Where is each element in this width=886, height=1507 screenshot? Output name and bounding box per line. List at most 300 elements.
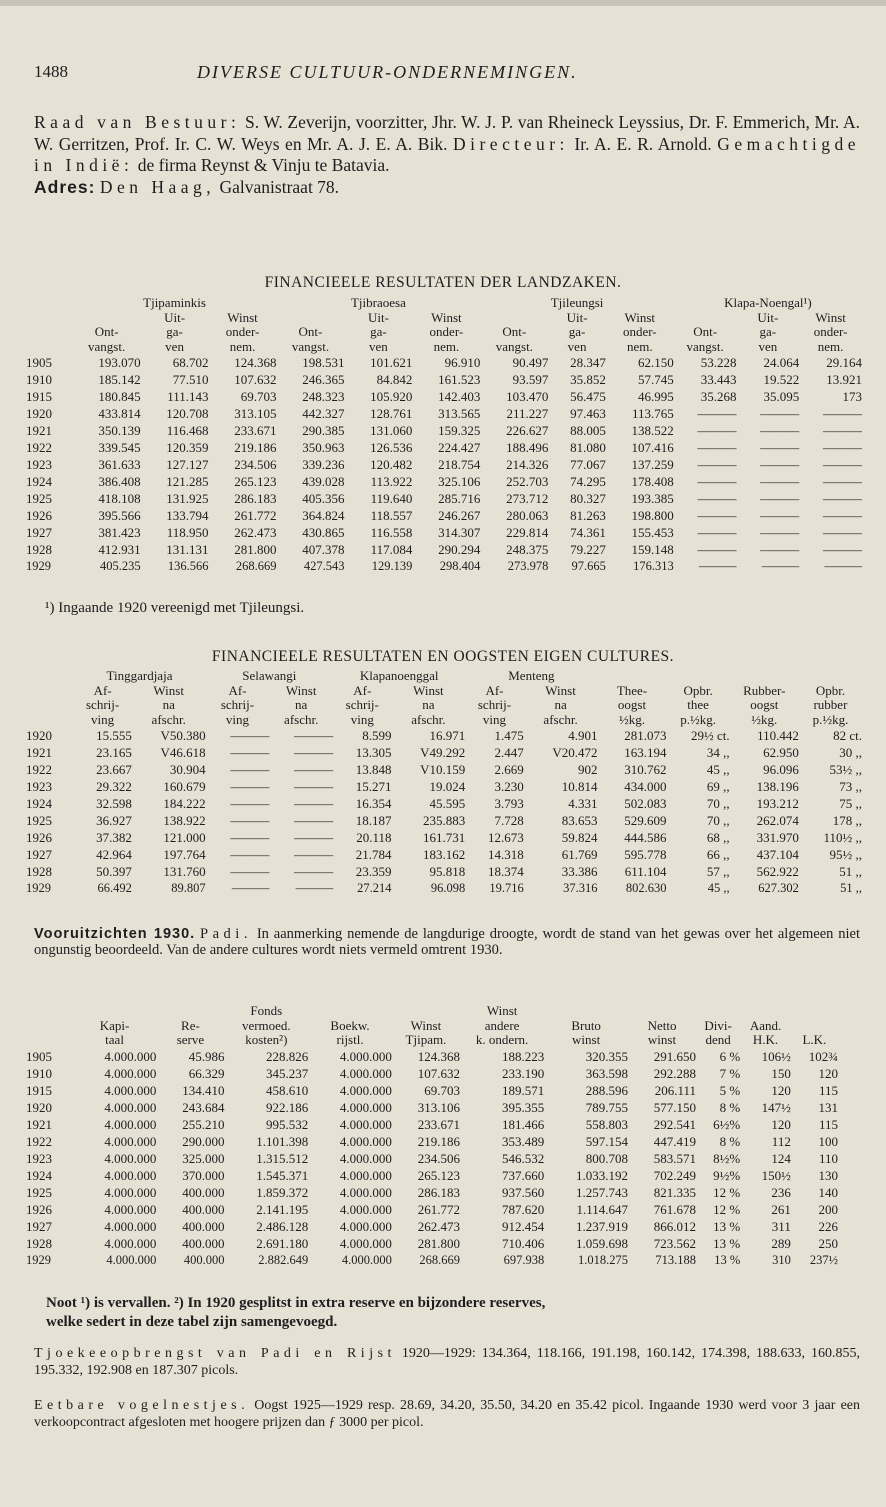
table-row	[26, 1218, 838, 1235]
table-cell: 546.532	[502, 1150, 545, 1166]
column-header: na	[554, 697, 567, 712]
directeur-name: Ir. A. E. R. Arnold.	[574, 133, 712, 154]
table-cell: 364.824	[302, 508, 345, 523]
table-cell: 702.249	[653, 1167, 697, 1183]
table-cell: 178.408	[631, 474, 674, 489]
column-header: afschr.	[284, 711, 319, 727]
table-cell: 13 %	[713, 1218, 741, 1234]
column-header: Opbr.	[815, 682, 846, 698]
column-header: onder-	[225, 324, 260, 339]
table-cell: 226	[818, 1218, 838, 1234]
column-header: dend	[705, 1032, 731, 1047]
table-cell: 12 %	[713, 1201, 741, 1217]
table-cell: 120.482	[370, 457, 413, 472]
table-cell: V10.159	[420, 762, 466, 777]
table-cell: 529.609	[624, 813, 667, 828]
table-cell: 137.259	[631, 457, 674, 472]
table-cell: 8½%	[713, 1150, 741, 1166]
table-cell: 115	[818, 1116, 838, 1132]
table-cell: 339.236	[302, 457, 345, 472]
table-cell: 68 ,,	[706, 830, 730, 845]
table-cell: 81.263	[570, 508, 606, 523]
table-cell: 62.950	[763, 745, 799, 760]
table-cell: 134.410	[182, 1082, 225, 1098]
table-cell: ———	[294, 864, 334, 879]
table-cell: 821.335	[653, 1184, 697, 1200]
table-cell: 2.882.649	[258, 1252, 309, 1267]
table-cell: 246.365	[302, 372, 345, 387]
table-cell: ———	[230, 728, 270, 743]
vogelnestjes-text: Oogst 1925—1929 resp. 28.69, 34.20, 35.50, 34.20 en 35.42 picol. Ingaande 1930 werd voor 3 jaar een verkoopcontract afgesloten met hoogere prijzen dan ƒ 3000 per picol.	[34, 1398, 861, 1430]
table-cell: 66 ,,	[706, 847, 730, 862]
table-row	[26, 1235, 838, 1252]
table-cell: 14.318	[487, 847, 524, 862]
column-header: ½kg.	[618, 711, 645, 727]
column-header: rubber	[813, 697, 848, 712]
table-cell: 310	[772, 1252, 791, 1267]
table-cell: ———	[761, 559, 800, 573]
table1-group-row	[26, 296, 862, 311]
year-cell: 1929	[26, 881, 51, 895]
table-cell: 178 ,,	[832, 813, 862, 828]
table-cell: ———	[823, 406, 862, 421]
column-header: Re-	[181, 1017, 200, 1033]
table3-header-row	[26, 1019, 838, 1034]
table-cell: 325.000	[182, 1150, 225, 1166]
table-cell: 444.586	[624, 830, 667, 845]
column-header: Winst	[431, 309, 462, 325]
column-header: ga-	[166, 324, 183, 339]
table-cell: 261	[771, 1201, 791, 1217]
table-cell: 4.000.000	[339, 1150, 392, 1166]
table-cell: ———	[230, 864, 270, 879]
table-cell: 120	[771, 1082, 791, 1098]
table-cell: 20.118	[356, 830, 392, 845]
table-cell: 30.904	[169, 762, 206, 777]
table-cell: 97.665	[571, 559, 606, 573]
table-cell: 19.522	[763, 372, 800, 387]
column-header: schrij-	[85, 697, 120, 712]
table-cell: 4.000.000	[104, 1099, 157, 1115]
table-cell: 233.190	[502, 1065, 545, 1081]
table-cell: 131.760	[163, 864, 206, 879]
table-cell: 89.807	[171, 881, 206, 895]
table-cell: 74.361	[570, 525, 606, 540]
table-cell: 4.000.000	[104, 1235, 157, 1251]
table-cell: 922.186	[265, 1099, 309, 1115]
column-header: na	[422, 697, 435, 712]
table-cell: 268.669	[419, 1252, 460, 1267]
table-cell: 131.131	[166, 542, 209, 557]
table-cell: 193.212	[756, 796, 799, 811]
column-header: vermoed.	[241, 1017, 291, 1033]
year-cell: 1927	[26, 1218, 52, 1234]
tjoekee-label: Tjoekeeopbrengst van Padi en Rijst	[34, 1346, 396, 1361]
table2-header-row	[26, 713, 862, 728]
column-header: ving	[225, 711, 250, 727]
table-cell: 502.083	[624, 796, 667, 811]
table-cell: 353.489	[502, 1133, 545, 1149]
year-cell: 1921	[26, 1116, 52, 1132]
table-cell: 13.848	[355, 762, 392, 777]
table-cell: 45.595	[429, 796, 466, 811]
table-cell: 102¾	[808, 1048, 838, 1064]
table-cell: 124	[771, 1150, 791, 1166]
column-header: thee	[687, 697, 709, 712]
year-cell: 1921	[26, 423, 52, 438]
table-cell: ———	[230, 745, 270, 760]
table-cell: 126.536	[370, 440, 413, 455]
eigen-cultures-table	[26, 669, 862, 897]
table-cell: ———	[823, 508, 862, 523]
table-cell: 4.000.000	[341, 1252, 392, 1267]
table-cell: 107.632	[234, 372, 277, 387]
column-header: Netto	[647, 1017, 677, 1033]
table-cell: 74.295	[570, 474, 606, 489]
landzaken-table	[26, 296, 862, 575]
table-cell: 233.671	[417, 1116, 460, 1132]
table-cell: 45 ,,	[706, 762, 730, 777]
table-cell: 13 %	[713, 1235, 741, 1251]
table-cell: 802.630	[625, 881, 667, 895]
table-cell: 800.708	[585, 1150, 628, 1166]
table-cell: 331.970	[756, 830, 799, 845]
year-cell: 1925	[26, 813, 52, 828]
table-cell: 45.986	[188, 1048, 225, 1064]
table-row	[26, 1133, 838, 1150]
table-cell: ———	[231, 881, 270, 895]
table-cell: 35.095	[763, 389, 800, 404]
table-cell: 79.227	[570, 542, 606, 557]
vooruitzichten-text: In aanmerking nemende de langdurige droogte, wordt de stand van het gewas over het algemeen niet ongunstig beoordeeld. Van de andere cultures wordt niets vermeld omtrent 1930.	[34, 926, 861, 958]
year-cell: 1924	[26, 474, 52, 489]
vooruitzichten-paragraph	[34, 926, 860, 958]
table3-header-row	[26, 1004, 838, 1019]
tjoekee-text: 1920—1929: 134.364, 118.166, 191.198, 160.142, 174.398, 188.633, 160.855, 195.332, 192.908 en 187.307 picols.	[34, 1346, 860, 1378]
table-cell: 62.150	[638, 355, 674, 370]
table-cell: 262.074	[756, 813, 799, 828]
table-cell: V49.292	[420, 745, 466, 760]
table-cell: 37.382	[96, 830, 132, 845]
table1-header-row	[26, 325, 862, 340]
table-cell: V50.380	[160, 728, 206, 743]
column-header: Winst	[624, 309, 656, 325]
table-cell: 243.684	[182, 1099, 225, 1115]
table-cell: 69.703	[424, 1082, 460, 1098]
table1-footnote: ¹) Ingaande 1920 vereenigd met Tjileungsi.	[45, 600, 305, 616]
table-cell: 290.000	[182, 1133, 225, 1149]
table-cell: 77.067	[570, 457, 606, 472]
year-cell: 1926	[26, 508, 52, 523]
table-cell: 1.101.398	[256, 1133, 309, 1149]
table-cell: 248.375	[506, 542, 549, 557]
table-cell: 53.228	[700, 355, 737, 370]
table-cell: 290.385	[302, 423, 345, 438]
adres-street: Galvanistraat 78.	[219, 176, 340, 197]
column-header: afschr.	[543, 711, 578, 727]
table-cell: 107.632	[417, 1065, 460, 1081]
year-cell: 1921	[26, 745, 52, 760]
column-header: p.½kg.	[680, 711, 716, 727]
column-header: na	[295, 697, 308, 712]
table-cell: 2.141.195	[256, 1201, 309, 1217]
table-cell: 219.186	[234, 440, 277, 455]
table-cell: 15.555	[96, 728, 132, 743]
table-cell: 115	[818, 1082, 838, 1098]
table-cell: 268.669	[235, 559, 277, 573]
table-cell: 400.000	[182, 1201, 225, 1217]
raad-label: Raad van Bestuur:	[34, 112, 241, 132]
table-row	[26, 1201, 838, 1218]
column-header: nem.	[229, 338, 256, 354]
table-cell: 51 ,,	[839, 864, 862, 879]
table-cell: 400.000	[182, 1235, 225, 1251]
table-cell: 261.772	[417, 1201, 460, 1217]
table-cell: ———	[697, 542, 737, 557]
table-cell: 12 %	[713, 1184, 741, 1200]
table-cell: 35.852	[570, 372, 606, 387]
company-info	[34, 112, 860, 198]
column-header: Winst	[285, 682, 317, 698]
table-cell: 723.562	[653, 1235, 697, 1251]
column-header	[277, 311, 345, 326]
table-row	[26, 473, 862, 490]
table-cell: 159.325	[438, 423, 481, 438]
table-cell: 32.598	[96, 796, 132, 811]
column-header: Uit-	[367, 309, 389, 325]
column-header: afschr.	[151, 711, 186, 727]
table-cell: ———	[294, 728, 334, 743]
table-cell: 246.267	[438, 508, 481, 523]
table-cell: 84.842	[376, 372, 413, 387]
table-cell: 155.453	[631, 525, 674, 540]
column-header: vangst.	[686, 338, 724, 354]
table-cell: 214.326	[506, 457, 549, 472]
column-header	[392, 1004, 460, 1019]
page-header	[34, 62, 854, 86]
table-row	[26, 1065, 838, 1082]
table-cell: 124.368	[234, 355, 277, 370]
table-cell: 42.964	[96, 847, 132, 862]
column-header	[308, 1004, 392, 1019]
table-row	[26, 354, 862, 371]
table-cell: ———	[697, 508, 737, 523]
table-cell: 120.359	[166, 440, 209, 455]
column-header: ga-	[759, 324, 777, 339]
table-row	[26, 371, 862, 388]
table-row	[26, 795, 862, 812]
year-cell: 1928	[26, 864, 52, 879]
table-cell: 252.703	[506, 474, 549, 489]
table-cell: ———	[294, 745, 334, 760]
year-cell: 1905	[26, 1048, 52, 1064]
table-cell: 88.005	[570, 423, 606, 438]
table-cell: ———	[760, 542, 800, 557]
table-cell: 311	[771, 1218, 791, 1234]
table-cell: ———	[760, 508, 800, 523]
column-header	[544, 1004, 628, 1019]
table-cell: ———	[698, 559, 737, 573]
table-cell: 70 ,,	[706, 796, 730, 811]
table-cell: 4.000.000	[104, 1184, 157, 1200]
table-row	[26, 524, 862, 541]
table-cell: 116.558	[370, 525, 413, 540]
column-header: ving	[350, 711, 374, 727]
table-cell: 46.995	[638, 389, 674, 404]
table-cell: 286.183	[417, 1184, 460, 1200]
column-header: ving	[91, 711, 115, 727]
table-row	[26, 1099, 838, 1116]
column-header: Ont-	[298, 324, 323, 339]
table-cell: 6½%	[713, 1116, 741, 1132]
table-cell: 51 ,,	[840, 881, 862, 895]
table-cell: 562.922	[756, 864, 799, 879]
column-header: schrij-	[345, 697, 379, 712]
table-cell: 442.327	[302, 406, 345, 421]
table-cell: 2.691.180	[256, 1235, 309, 1251]
table-cell: 265.123	[234, 474, 277, 489]
table-cell: 33.443	[700, 372, 737, 387]
table-cell: 93.597	[512, 372, 549, 387]
table-cell: ———	[295, 881, 334, 895]
table-cell: 36.927	[96, 813, 132, 828]
table-cell: 120.708	[166, 406, 209, 421]
table-cell: 439.028	[302, 474, 345, 489]
table-cell: 56.475	[570, 389, 606, 404]
table-cell: 4.000.000	[339, 1065, 392, 1081]
table-cell: 23.165	[96, 745, 132, 760]
noot-line: Noot ¹) is vervallen. ²) In 1920 gesplitst in extra reserve en bijzondere reserves,	[46, 1295, 546, 1311]
table-cell: ———	[697, 474, 737, 489]
table-cell: 611.104	[624, 864, 667, 879]
table-cell: ———	[230, 779, 270, 794]
table-cell: 184.222	[163, 796, 206, 811]
column-header: Uit-	[164, 309, 186, 325]
table-cell: 995.532	[265, 1116, 309, 1132]
table-cell: 66.492	[97, 881, 132, 895]
column-header: Ont-	[94, 324, 119, 339]
table-cell: 292.288	[653, 1065, 697, 1081]
table-cell: 577.150	[653, 1099, 697, 1115]
table-cell: 1.059.698	[576, 1235, 628, 1251]
table-row	[26, 1048, 838, 1065]
table-cell: 350.139	[98, 423, 141, 438]
column-header	[73, 1004, 157, 1019]
column-header: afschr.	[411, 711, 446, 727]
table-cell: 8.599	[362, 728, 392, 743]
table-cell: ———	[760, 525, 800, 540]
table-cell: 400.000	[183, 1252, 225, 1267]
table-cell: 150½	[761, 1167, 791, 1183]
table-cell: V20.472	[552, 745, 598, 760]
table-cell: 298.404	[439, 559, 481, 573]
table-cell: 219.186	[417, 1133, 460, 1149]
table-cell: 53½ ,,	[829, 762, 862, 777]
table-cell: 558.803	[585, 1116, 628, 1132]
table-cell: 4.000.000	[339, 1082, 392, 1098]
group-header: Tinggardjaja	[106, 668, 173, 683]
group-header: Menteng	[508, 668, 555, 683]
table-cell: 183.162	[423, 847, 466, 862]
table-cell: ———	[697, 440, 737, 455]
table-cell: ———	[294, 813, 334, 828]
table-cell: 19.024	[429, 779, 466, 794]
table-cell: 107.416	[631, 440, 674, 455]
table-cell: 24.064	[763, 355, 800, 370]
table-cell: 193.070	[98, 355, 141, 370]
column-header: andere	[484, 1017, 520, 1033]
column-header: Uit-	[566, 309, 588, 325]
table-cell: 4.000.000	[104, 1167, 157, 1183]
table-cell: 2.669	[494, 762, 524, 777]
table-cell: 118.557	[370, 508, 413, 523]
column-header: taal	[105, 1032, 124, 1047]
noot-line: welke sedert in deze tabel zijn samengevoegd.	[46, 1314, 338, 1330]
table-cell: 395.355	[502, 1099, 545, 1115]
table-cell: 120	[771, 1116, 791, 1132]
table-cell: 1.033.192	[576, 1167, 628, 1183]
year-cell: 1922	[26, 762, 52, 777]
table-cell: 234.506	[234, 457, 277, 472]
table-cell: 4.000.000	[339, 1235, 392, 1251]
table-cell: 117.084	[370, 542, 413, 557]
table-cell: 290.294	[438, 542, 481, 557]
table-cell: 13 %	[714, 1252, 741, 1267]
table-cell: ———	[230, 796, 270, 811]
table-row	[26, 846, 862, 863]
table-cell: 233.671	[234, 423, 277, 438]
table-cell: 6 %	[719, 1048, 741, 1064]
column-header: Kapi-	[99, 1017, 130, 1033]
column-header: k. ondern.	[475, 1032, 529, 1047]
table-row	[26, 422, 862, 439]
table-cell: 131.925	[166, 491, 209, 506]
table-cell: ———	[760, 440, 800, 455]
column-header: Winst	[153, 682, 184, 698]
table-cell: 57.745	[638, 372, 674, 387]
year-cell: 1929	[26, 559, 51, 573]
table-cell: 150	[771, 1065, 791, 1081]
column-header: Winst	[815, 309, 846, 325]
year-cell: 1929	[26, 1252, 51, 1267]
column-header: nem.	[817, 338, 844, 354]
table-cell: 193.385	[631, 491, 674, 506]
table-cell: 381.423	[98, 525, 141, 540]
table-cell: 1.859.372	[256, 1184, 309, 1200]
table-cell: 4.000.000	[104, 1150, 157, 1166]
table-row	[26, 1184, 838, 1201]
table-cell: 627.302	[758, 881, 799, 895]
year-cell: 1910	[26, 372, 52, 387]
table-cell: 96.098	[430, 881, 466, 895]
table-cell: 61.769	[561, 847, 598, 862]
table-cell: 50.397	[96, 864, 132, 879]
table-cell: 161.523	[438, 372, 481, 387]
table-cell: 262.473	[234, 525, 277, 540]
table-cell: ———	[294, 830, 334, 845]
running-title: DIVERSE CULTUUR-ONDERNEMINGEN.	[197, 62, 578, 82]
table2-header-row	[26, 684, 862, 699]
year-cell: 1924	[26, 1167, 52, 1183]
table-cell: 7.728	[494, 813, 524, 828]
column-header: Winst	[410, 1017, 442, 1033]
column-header: winst	[572, 1032, 601, 1047]
table-cell: 1.114.647	[576, 1201, 628, 1217]
table-cell: 236	[771, 1184, 791, 1200]
table-cell: ———	[230, 830, 270, 845]
table-cell: 16.971	[429, 728, 466, 743]
table-cell: ———	[697, 406, 737, 421]
